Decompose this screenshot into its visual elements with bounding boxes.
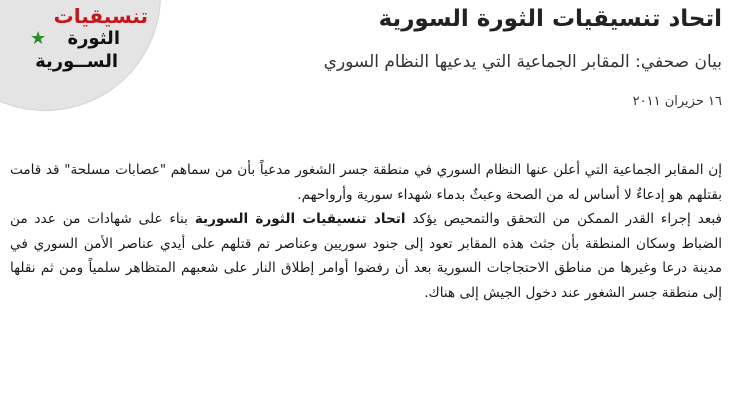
logo-text-line3: الســورية: [35, 51, 118, 72]
paragraph-2-start: فبعد إجراء القدر الممكن من التحقق والتمحيص يؤكد: [405, 211, 722, 228]
statement-date: ١٦ حزيران ٢٠١١: [632, 94, 722, 109]
organization-logo: [8, 2, 158, 82]
logo-text-line1: تنسيقيات: [53, 4, 148, 28]
statement-body: [10, 158, 722, 306]
statement-subtitle: بيان صحفي: المقابر الجماعية التي يدعيها النظام السوري: [323, 52, 722, 72]
organization-name-emphasis: اتحاد تنسيقيات الثورة السورية: [194, 211, 406, 228]
star-icon: ★: [30, 28, 47, 49]
page-title: اتحاد تنسيقيات الثورة السورية: [378, 6, 722, 32]
logo-text-line2: الثورة: [67, 28, 120, 49]
paragraph-2-end: بناء على شهادات من عدد من الضباط وسكان المنطقة بأن جثث هذه المقابر تعود إلى جنود سوريين وعناصر تم قتلهم على أيدي عناصر الأمن السوري في مدينة درعا وغيرها من مناطق الاحتجاجات السورية بعد أن رفضوا أوامر إطلاق النار على شعبهم المتظاهر سلمياً ومن ثم نقلها إلى منطقة جسر الشغور عند دخول الجيش إلى هناك.: [10, 211, 722, 301]
paragraph-2: [10, 207, 722, 305]
paragraph-1: إن المقابر الجماعية التي أعلن عنها النظام السوري في منطقة جسر الشغور مدعياً بأن من سماهم "عصابات مسلحة" قد قامت بقتلهم هو إدعاءٌ لا أساس له من الصحة وعبثٌ بدماء شهداء سورية وأرواحهم.: [10, 162, 722, 203]
